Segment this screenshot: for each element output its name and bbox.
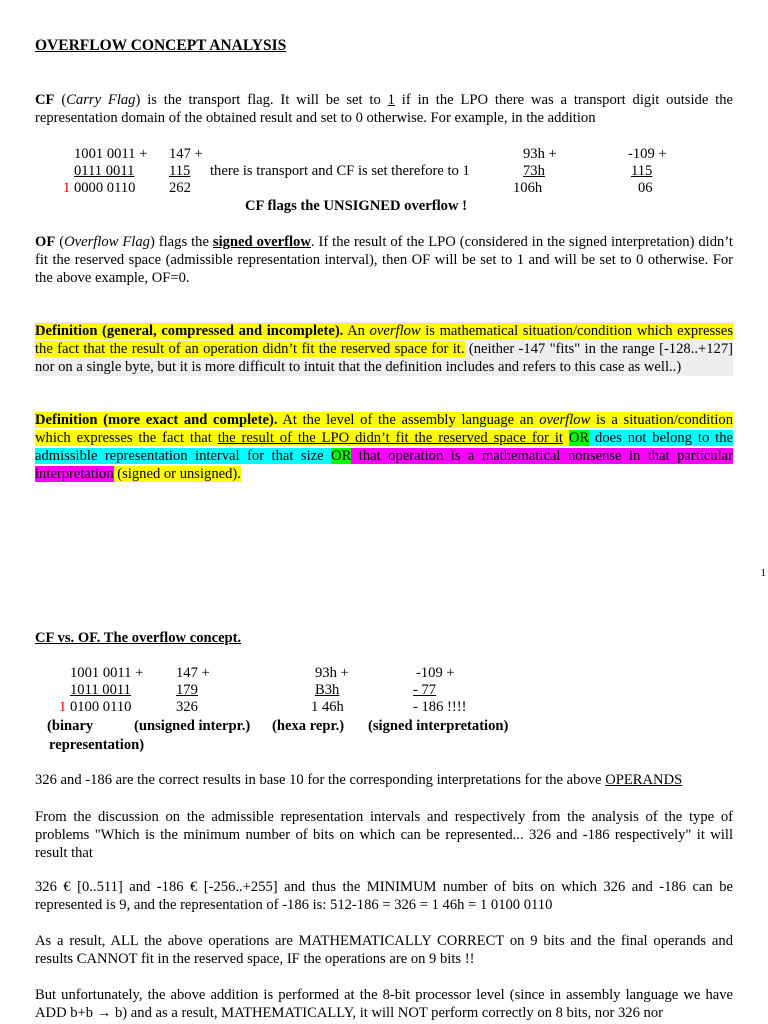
of-key: signed overflow: [212, 234, 311, 250]
ex2-hex-1: 93h +: [315, 665, 349, 681]
p-result: As a result, ALL the above operations are MATHEMATICALLY CORRECT on 9 bits and the final operands and results CANNOT fit in the reserved space, IF the operations are on 9 bits !!: [35, 933, 733, 967]
p-326: 326 € [0..511] and -186 € [-256..+255] and thus the MINIMUM number of bits on which 326 and -186 can be represented is 9, and the representation of -186 is: 512-186 = 326 = 1 46h = 1 0100 0110: [35, 879, 733, 913]
ex1-bin-1: 1001 0011 +: [74, 146, 148, 162]
ex1-sgn-3: 06: [638, 180, 653, 196]
p-discussion: From the discussion on the admissible representation intervals and respectively from the analysis of the type of problems "Which is the minimum number of bits on which can be represented... 326 and -186 respectively" it will result that: [35, 809, 733, 861]
label-binary: (binary: [47, 718, 94, 734]
p-unf-t2: b) and as a result, MATHEMATICALLY, it will NOT perform correctly on 8 bits, nor 326 nor: [111, 1005, 664, 1021]
ex1-sgn-1: -109 +: [628, 146, 667, 162]
def2-m1: that operation is a mathematical nonsense in that particular interpretation: [35, 448, 733, 482]
def1-ital: overflow: [369, 323, 421, 339]
ex2-hex-2: B3h: [315, 682, 340, 698]
ex1-hex-2: 73h: [523, 163, 545, 179]
p-unf-t1: But unfortunately, the above addition is performed at the 8-bit processor level (since in assembly language we have ADD b+b: [35, 987, 733, 1021]
ex2-bin-3: [59, 699, 131, 716]
of-paragraph: [35, 233, 733, 287]
def2-ital: overflow: [539, 412, 591, 428]
cf-name: Carry Flag: [66, 92, 136, 108]
cf-label: CF: [35, 92, 55, 108]
p-correct-operands: OPERANDS: [605, 772, 683, 788]
page-number: 1: [760, 567, 766, 579]
ex2-bin-2: 1011 0011: [70, 682, 131, 698]
def2-or-1: OR: [568, 430, 590, 446]
section-title: CF vs. OF. The overflow concept.: [35, 630, 242, 646]
page-title: OVERFLOW CONCEPT ANALYSIS: [35, 37, 287, 54]
p-correct-text: 326 and -186 are the correct results in base 10 for the corresponding interpretations for the above: [35, 772, 606, 788]
arrow-icon: →: [96, 1005, 112, 1021]
label-unsigned: (unsigned interpr.): [134, 718, 251, 734]
cf-text1: ) is the transport flag. It will be set to: [135, 92, 388, 108]
ex2-dec-2: 179: [176, 682, 198, 698]
def2-u1: the result of the LPO didn’t fit the reserved space for it: [217, 430, 563, 446]
def2-bold: Definition (more exact and complete).: [35, 412, 278, 428]
ex1-dec-3: 262: [169, 180, 191, 196]
def1-t1: An: [343, 323, 370, 339]
ex2-dec-3: 326: [176, 699, 198, 715]
ex1-bin-3-rest: 0000 0110: [70, 180, 136, 196]
ex2-bin-3-rest: 0100 0110: [66, 699, 132, 715]
def2-end: (signed or unsigned).: [113, 466, 241, 482]
ex1-hex-3: 106h: [513, 180, 543, 196]
label-signed: (signed interpretation): [368, 718, 509, 734]
ex1-carry-digit: 1: [63, 180, 71, 196]
ex1-bin-2: 0111 0011: [74, 163, 135, 179]
definition-general: [35, 322, 733, 376]
def2-c1: does not belong to the admissible representation interval for that size: [35, 430, 733, 464]
of-text1: ) flags the: [149, 234, 213, 250]
definition-exact: [35, 411, 733, 483]
ex1-caption: CF flags the UNSIGNED overflow !: [245, 198, 467, 214]
p-unfortunately: [35, 986, 733, 1022]
of-name: Overflow Flag: [64, 234, 150, 250]
cf-text2: if in the LPO there was a transport digit outside the representation domain of the obtained result and set to 0 otherwise. For example, in the addition: [35, 92, 734, 126]
ex2-bin-1: 1001 0011 +: [70, 665, 144, 681]
cf-one: 1: [387, 92, 395, 108]
of-open: (: [55, 234, 65, 250]
of-label: OF: [35, 234, 56, 250]
def1-bold: Definition (general, compressed and incomplete).: [35, 323, 344, 339]
ex1-dec-1: 147 +: [169, 146, 203, 162]
cf-open: (: [54, 92, 67, 108]
def1-t2: is mathematical situation/condition which expresses the fact that the result of an operation didn’t fit the reserved space for it.: [35, 323, 734, 357]
ex1-dec-2: 115: [169, 163, 191, 179]
def2-t1: At the level of the assembly language an: [277, 412, 540, 428]
ex2-sgn-2: - 77: [413, 682, 437, 698]
def1-rest: (neither -147 "fits" in the range [-128..+127] nor on a single byte, but it is more difficult to intuit that the definition includes and refers to this case as well..): [35, 341, 733, 375]
ex2-hex-3: 1 46h: [311, 699, 344, 715]
cf-paragraph: [35, 91, 733, 127]
of-text2: . If the result of the LPO (considered in the signed interpretation) didn’t fit the reserved space (admissible representation interval), then OF will be set to 1 and will be set to 0 otherwise. For the above example, OF=0.: [35, 234, 733, 286]
ex2-carry-digit: 1: [59, 699, 67, 715]
ex2-sgn-3: - 186 !!!!: [413, 699, 467, 715]
ex1-note: there is transport and CF is set therefore to 1: [210, 163, 470, 179]
ex1-bin-3: [63, 180, 135, 197]
ex2-dec-1: 147 +: [176, 665, 210, 681]
label-hexa: (hexa repr.): [272, 718, 345, 734]
def2-or-2: OR: [331, 448, 352, 464]
ex1-hex-1: 93h +: [523, 146, 557, 162]
label-binary-2: representation): [49, 737, 145, 753]
ex1-sgn-2: 115: [631, 163, 653, 179]
def2-t2: is a situation/condition which expresses the fact that: [35, 412, 733, 446]
ex2-sgn-1: -109 +: [416, 665, 455, 681]
p-correct-results: [35, 772, 682, 789]
